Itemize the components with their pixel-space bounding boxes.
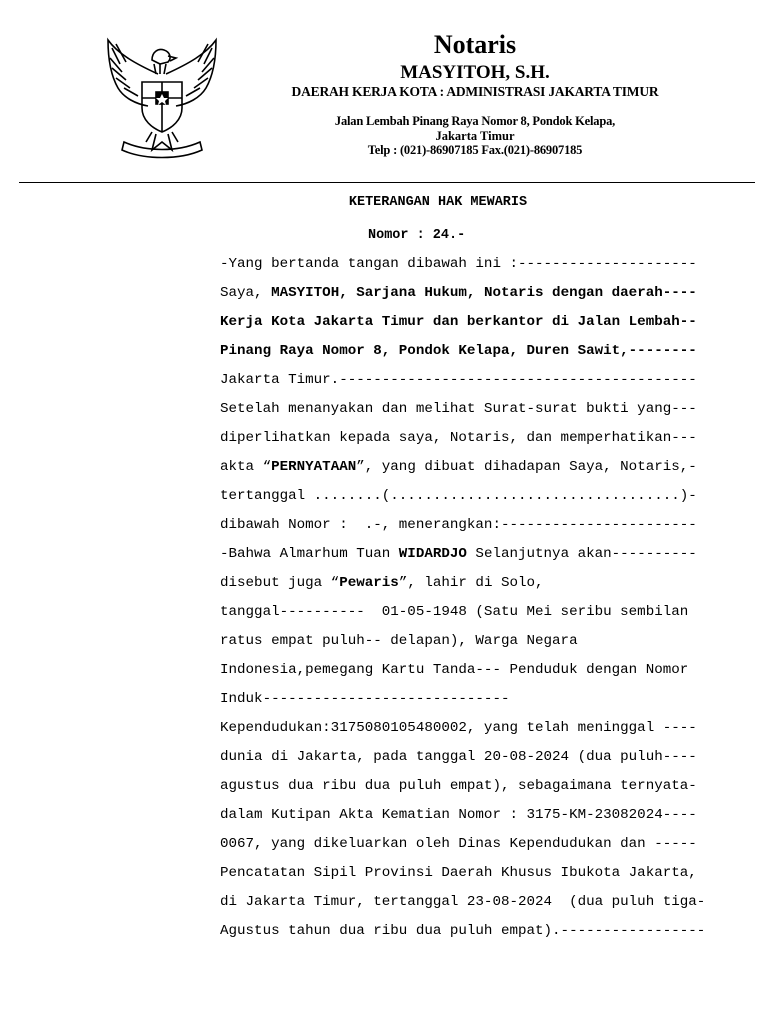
body-text-segment: Indonesia,pemegang Kartu Tanda--- Penduduk dengan Nomor [220, 662, 689, 678]
body-line [220, 482, 745, 511]
body-line [220, 888, 745, 917]
body-text-segment: ratus empat puluh-- delapan), Warga Negara [220, 633, 578, 649]
body-text-segment: disebut juga “ [220, 575, 340, 591]
body-line [220, 598, 745, 627]
body-text-segment: akta “ [220, 459, 272, 475]
garuda-emblem-icon [96, 34, 228, 162]
body-line [220, 308, 745, 337]
body-text-segment: dalam Kutipan Akta Kematian Nomor : 3175-KM-23082024---- [220, 807, 697, 823]
body-line [220, 772, 745, 801]
body-text-segment: Kependudukan:3175080105480002, yang telah meninggal ---- [220, 720, 697, 736]
header-divider [19, 182, 755, 183]
body-line [220, 917, 745, 946]
notary-name: MASYITOH, S.H. [400, 62, 550, 83]
letterhead-title: Notaris [433, 30, 517, 59]
body-line [220, 337, 745, 366]
body-text-segment: Agustus tahun dua ribu dua puluh empat).----------------- [220, 923, 706, 939]
document-title: KETERANGAN HAK MEWARIS [348, 195, 528, 210]
body-text-bold: Pinang Raya Nomor 8, Pondok Kelapa, Duren Sawit,-------- [220, 343, 697, 359]
office-address: Jalan Lembah Pinang Raya Nomor 8, Pondok Kelapa, [334, 114, 616, 128]
work-area: DAERAH KERJA KOTA : ADMINISTRASI JAKARTA TIMUR [291, 84, 659, 99]
body-text-segment: 0067, yang dikeluarkan oleh Dinas Kependudukan dan ----- [220, 836, 697, 852]
body-text-bold: Kerja Kota Jakarta Timur dan berkantor di Jalan Lembah-- [220, 314, 697, 330]
office-city: Jakarta Timur [435, 129, 515, 143]
body-line [220, 279, 745, 308]
body-text-segment: agustus dua ribu dua puluh empat), sebagaimana ternyata- [220, 778, 697, 794]
body-text-segment: dibawah Nomor : .-, menerangkan:----------------------- [220, 517, 697, 533]
body-line [220, 395, 745, 424]
body-text-segment: ”, yang dibuat dihadapan Saya, Notaris,- [356, 459, 697, 475]
body-line [220, 511, 745, 540]
body-text-segment: di Jakarta Timur, tertanggal 23-08-2024 (dua puluh tiga- [220, 894, 706, 910]
body-text-segment: Induk----------------------------- [220, 691, 510, 707]
body-text-segment: tertanggal ........(..................................)- [220, 488, 697, 504]
body-text-segment: Jakarta Timur.------------------------------------------ [220, 372, 697, 388]
body-text-segment: -Bahwa Almarhum Tuan [220, 546, 399, 562]
body-line [220, 714, 745, 743]
body-line [220, 453, 745, 482]
body-line [220, 685, 745, 714]
body-text-segment: Selanjutnya akan---------- [466, 546, 697, 562]
body-line [220, 627, 745, 656]
body-line [220, 801, 745, 830]
document-number: Nomor : 24.- [368, 228, 466, 243]
body-line [220, 366, 745, 395]
body-text-segment: -Yang bertanda tangan dibawah ini :--------------------- [220, 256, 697, 272]
body-line [220, 424, 745, 453]
letterhead [250, 30, 700, 158]
contact-numbers: Telp : (021)-86907185 Fax.(021)-86907185 [367, 143, 583, 157]
body-text-segment: tanggal---------- 01-05-1948 (Satu Mei seribu sembilan [220, 604, 689, 620]
body-text-segment: ”, lahir di Solo, [398, 575, 544, 591]
body-line [220, 250, 745, 279]
body-text-bold: PERNYATAAN [271, 459, 357, 475]
body-text-segment: Saya, [220, 285, 272, 301]
body-line [220, 569, 745, 598]
body-text-segment: diperlihatkan kepada saya, Notaris, dan memperhatikan--- [220, 430, 697, 446]
body-text-bold: MASYITOH, Sarjana Hukum, Notaris dengan daerah---- [271, 285, 697, 301]
body-text-segment: Setelah menanyakan dan melihat Surat-surat bukti yang--- [220, 401, 697, 417]
body-line [220, 830, 745, 859]
body-text-segment: Pencatatan Sipil Provinsi Daerah Khusus Ibukota Jakarta, [220, 865, 697, 881]
body-line [220, 540, 745, 569]
body-line [220, 859, 745, 888]
body-text-segment: dunia di Jakarta, pada tanggal 20-08-2024 (dua puluh---- [220, 749, 697, 765]
document-body [220, 250, 745, 946]
body-line [220, 743, 745, 772]
body-text-bold: WIDARDJO [398, 546, 467, 562]
body-line [220, 656, 745, 685]
body-text-bold: Pewaris [339, 575, 399, 591]
